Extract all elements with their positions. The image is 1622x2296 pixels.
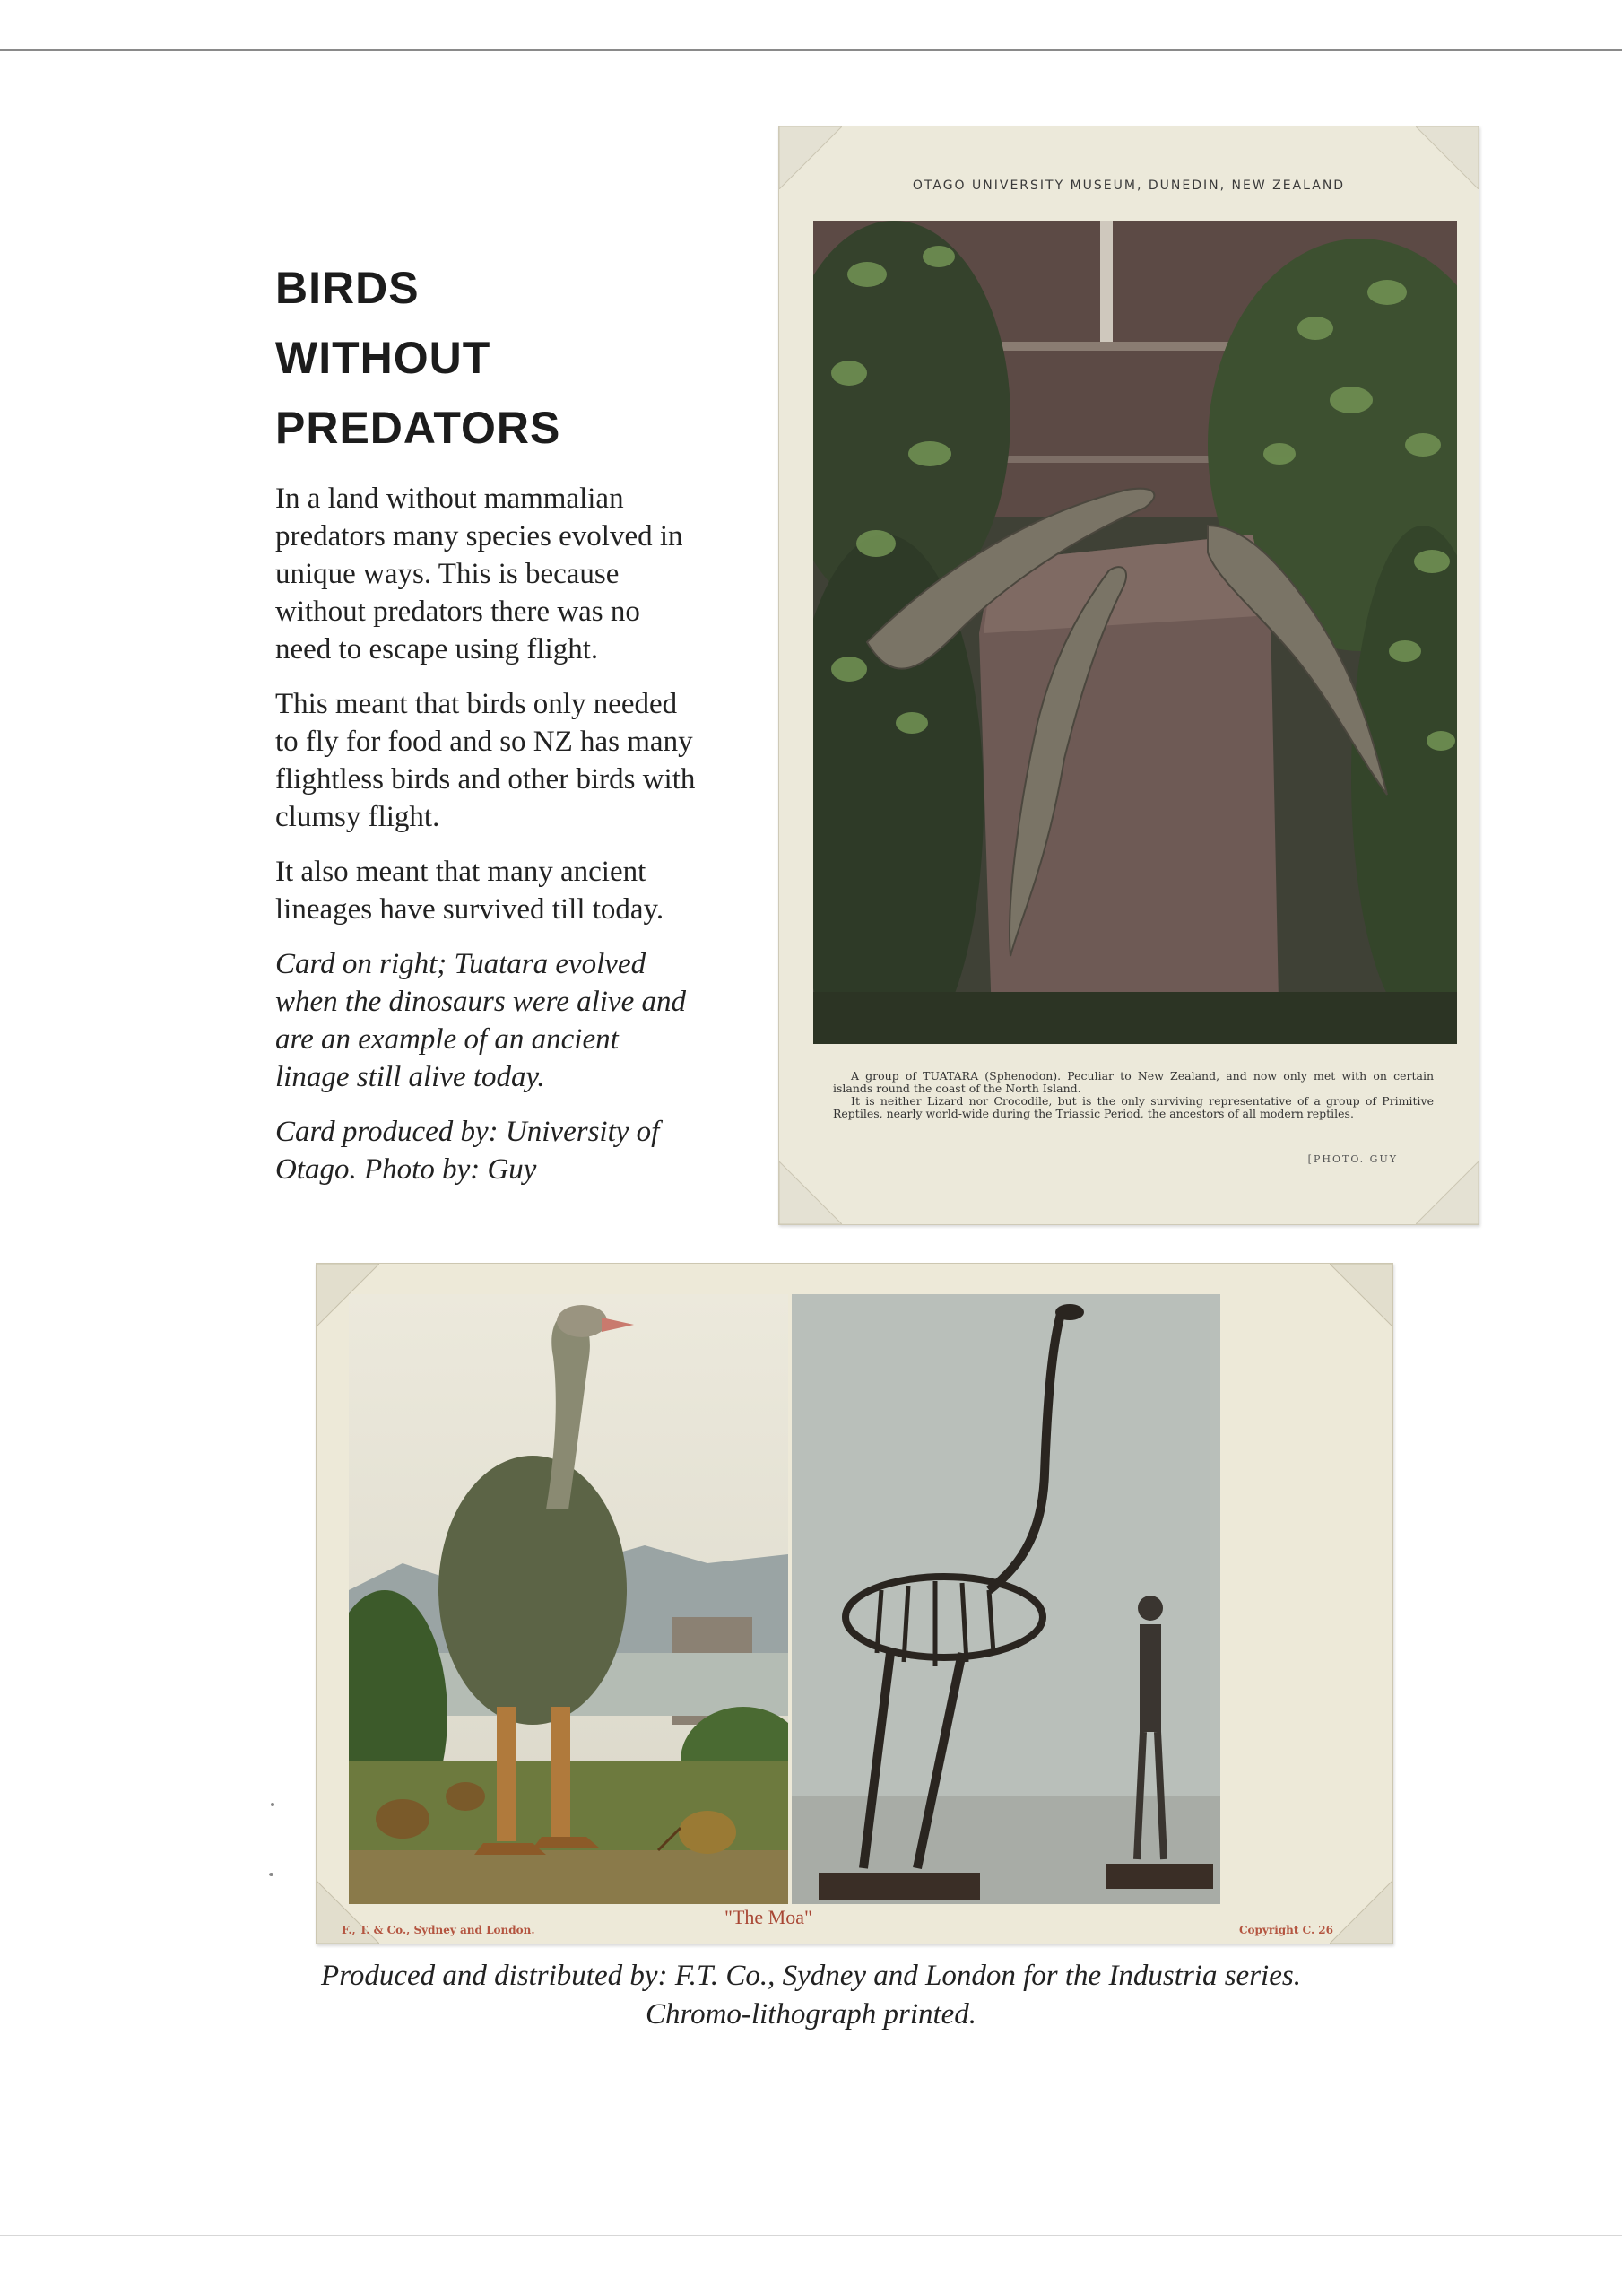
bottom-caption — [0, 1957, 1622, 2034]
bottom-caption-line-1: Produced and distributed by: F.T. Co., Sydney and London for the Industria series. — [321, 1960, 1301, 1992]
bottom-rule — [0, 2235, 1622, 2236]
body-text — [275, 480, 697, 1205]
card-title: "The Moa" — [724, 1906, 812, 1928]
moa-illustration — [349, 1294, 788, 1904]
title-line-2: WITHOUT — [275, 333, 491, 383]
card-header: OTAGO UNIVERSITY MUSEUM, DUNEDIN, NEW ZEALAND — [912, 178, 1346, 193]
page-title — [275, 253, 670, 463]
paragraph-2: This meant that birds only needed to fly for food and so NZ has many flightless birds and other birds with clumsy flight. — [275, 688, 696, 833]
paragraph-card-credit: Card produced by: University of Otago. Photo by: Guy — [275, 1116, 660, 1186]
paragraph-3: It also meant that many ancient lineages have survived till today. — [275, 856, 664, 926]
bottom-caption-line-2: Chromo-lithograph printed. — [645, 1998, 977, 2031]
tuatara-photo — [813, 221, 1457, 1044]
caption-line-2: It is neither Lizard nor Crocodile, but is the only surviving representative of a group of Primitive Reptiles, nearly world-wide during the Triassic Period, the ancestors of all modern reptiles. — [833, 1094, 1434, 1120]
tuatara-postcard — [778, 126, 1479, 1225]
photo-corner-bottom-right — [1330, 1881, 1392, 1944]
moa-skeleton-photo — [792, 1294, 1220, 1904]
moa-postcard — [316, 1263, 1393, 1944]
top-rule — [0, 49, 1622, 51]
paragraph-card-note: Card on right; Tuatara evolved when the dinosaurs were alive and are an example of an ancient linage still alive today. — [275, 948, 686, 1093]
title-line-3: PREDATORS — [275, 403, 561, 453]
photo-credit: [PHOTO. GUY — [1307, 1153, 1398, 1165]
publisher-imprint: F., T. & Co., Sydney and London. — [342, 1924, 535, 1936]
title-line-1: BIRDS — [275, 263, 420, 313]
photo-corner-top-right — [1330, 1264, 1392, 1326]
scan-speck — [269, 1873, 273, 1876]
photo-corner-bottom-right — [1416, 1161, 1479, 1224]
paragraph-1: In a land without mammalian predators many species evolved in unique ways. This is because without predators there was no need to escape using flight. — [275, 483, 683, 665]
copyright-imprint: Copyright C. 26 — [1238, 1924, 1333, 1936]
caption-line-1: A group of TUATARA (Sphenodon). Peculiar to New Zealand, and now only met with on certain islands round the coast of the North Island. — [833, 1069, 1434, 1095]
scan-speck — [271, 1803, 274, 1806]
photo-corner-bottom-left — [779, 1161, 842, 1224]
card-caption — [833, 1070, 1434, 1120]
